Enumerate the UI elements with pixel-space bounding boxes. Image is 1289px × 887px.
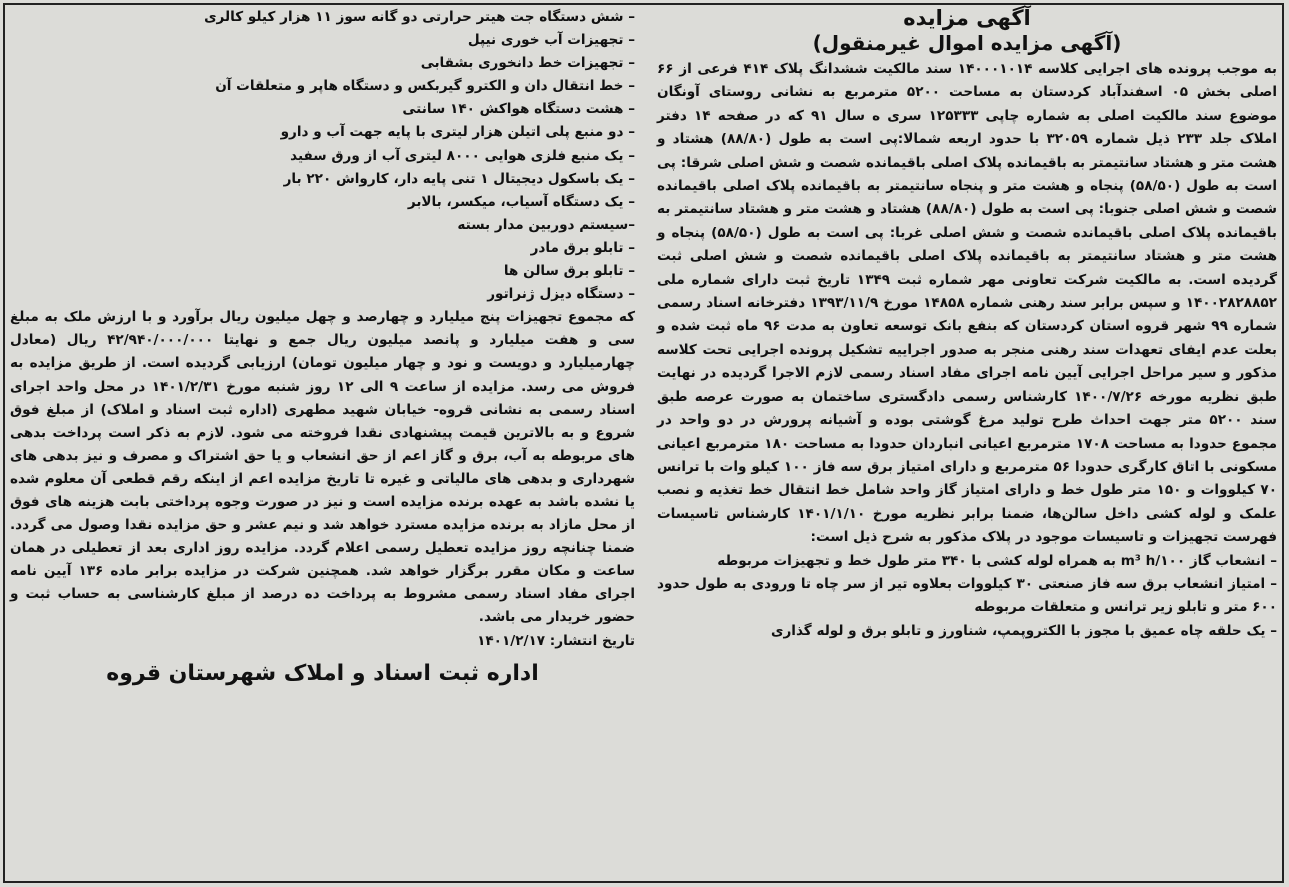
notice-intro: به موجب پرونده های اجرایی کلاسه ۱۴۰۰۰۱۰۱۴ سند مالکیت ششدانگ پلاک ۴۱۴ فرعی از ۶۶ اصلی بخش ۰۵ اسفندآباد کردستان به مساحت ۵۲۰۰ مترمربع به نشانی روستای آونگان موضوع سند مالکیت اصلی به شماره چاپی ۱۲۵۳۳۳ سری ه سال ۹۱ که در صفحه ۱۴ دفتر املاک جلد ۲۳۳ ذیل شماره ۳۲۰۵۹ با حدود اربعه شمالا:پی است به طول (۸۸/۸۰) هشتاد و هشت متر و هشتاد سانتیمتر به باقیمانده پلاک اصلی باقیمانده شصت و شش اصلی شرقا: پی است به طول (۵۸/۵۰) پنجاه و هشت متر و پنجاه سانتیمتر به باقیمانده پلاک اصلی باقیمانده شصت و شش اصلی جنوبا: پی است به طول (۸۸/۸۰) هشتاد و هشت متر و هشتاد سانتیمتر به باقیمانده پلاک اصلی باقیمانده شصت و شش اصلی غربا: پی است به طول (۵۸/۵۰) پنجاه و هشت متر و هشتاد سانتیمتر به باقیمانده پلاک اصلی باقیمانده شصت و شش اصلی ثبت گردیده است. به مالکیت شرکت تعاونی مهر شماره ثبت ۱۳۴۹ تاریخ ثبت دارای شماره ملی ۱۴۰۰۲۸۲۸۸۵۲ و سپس برابر سند رهنی شماره ۱۴۸۵۸ مورخ ۱۳۹۳/۱۱/۹ دفترخانه اسناد رسمی شماره ۹۹ شهر قروه استان کردستان که بنفع بانک توسعه تعاون به مدت ۹۶ ماه ثبت شده و بعلت عدم ایفای تعهدات سند رهنی منجر به صدور اجراییه تشکیل پرونده اجرایی تحت کلاسه مذکور و سیر مراحل اجرایی آیین نامه اجرای مفاد اسناد رسمی لازم الاجرا گردیده در نهایت طبق نظریه مورخه ۱۴۰۰/۷/۲۶ کارشناس رسمی دادگستری ساختمان به صورت عرصه طبق سند ۵۲۰۰ متر جهت احداث طرح تولید مرغ گوشتی بوده و آشیانه پرورش در دو واحد در مجموع حدودا به مساحت ۱۷۰۸ مترمربع اعیانی انباردان حدودا به مساحت ۱۸۰ مترمربع اعیانی مسکونی با اتاق کارگری حدودا ۵۶ مترمربع و دارای امتیاز برق سه فاز ۱۰۰ کیلو وات با ترانس ۷۰ کیلووات و ۱۵۰ متر طول خط و دارای امتیاز گاز واحد شامل خط انتقال خط تغذیه و نصب علمک و لوله کشی داخل سالن‌ها، ضمنا برابر نظریه مورخ ۱۴۰۱/۱/۱۰ کارشناس تاسیسات فهرست تجهیزات و تاسیسات موجود در پلاک مذکور به شرح ذیل است: — [657, 61, 1278, 546]
list-item: – تجهیزات خط دانخوری بشقابی — [420, 55, 635, 72]
right-equipment-list — [657, 550, 1277, 644]
notice-title: آگهی مزایده — [903, 6, 1031, 30]
list-item: – دستگاه دیزل ژنراتور — [487, 286, 635, 303]
publish-date: تاریخ انتشار: ۱۴۰۱/۲/۱۷ — [477, 632, 635, 649]
signature-office: اداره ثبت اسناد و املاک شهرستان قروه — [106, 660, 539, 686]
left-column — [10, 6, 635, 691]
list-item: – شش دستگاه جت هیتر حرارتی دو گانه سوز ۱۱ هزار کیلو کالری — [204, 9, 635, 25]
closing-paragraph: که مجموع تجهیزات پنج میلیارد و چهارصد و چهل میلیون ریال برآورد و با ارزش ملک به مبلغ سی و هفت میلیارد و پانصد میلیون ریال جمع و نهایتا ۴۲/۹۴۰/۰۰۰/۰۰۰ ریال (معادل چهارمیلیارد و دویست و نود و چهار میلیون تومان) ارزیابی گردیده است. از طریق مزایده به فروش می رسد. مزایده از ساعت ۹ الی ۱۲ روز شنبه مورخ ۱۴۰۱/۲/۳۱ در محل واحد اجرای اسناد رسمی به نشانی قروه- خیابان شهید مطهری (اداره ثبت اسناد و املاک) از مبلغ فوق شروع و به بالاترین قیمت پیشنهادی نقدا فروخته می شود. لازم به ذکر است پرداخت بدهی های مربوطه به آب، برق و گاز اعم از حق انشعاب و یا حق اشتراک و مصرف و نیز بدهی های شهرداری و بدهی های مالیاتی و غیره تا تاریخ مزایده اعم از اینکه رقم قطعی آن معلوم شده یا نشده باشد به عهده برنده مزایده است و نیز در صورت وجوه پرداختی بابت هزینه های فوق از محل مازاد به برنده مزایده مسترد خواهد شد و نیم عشر و حق مزایده نقدا وصول می گردد. ضمنا چنانچه روز مزایده تعطیل رسمی اعلام گردد. مزایده روز اداری بعد از تعطیلی در همان ساعت و مکان مقرر برگزار خواهد شد. همچنین شرکت در مزایده برابر ماده ۱۳۶ آیین نامه اجرای مفاد اسناد رسمی مشروط به پرداخت ده درصد از مبلغ کارشناسی به حساب ثبت و حضور خریدار می باشد. — [10, 309, 635, 626]
list-item: – یک حلقه چاه عمیق با مجوز با الکتروپمپ، شناورز و تابلو برق و لوله گذاری — [771, 622, 1277, 639]
list-item: – دو منبع پلی اتیلن هزار لیتری با پایه جهت آب و دارو — [280, 124, 635, 141]
list-item: – یک منبع فلزی هوایی ۸۰۰۰ لیتری آب از ورق سفید — [290, 147, 635, 164]
right-column — [657, 6, 1277, 643]
notice-subtitle: (آگهی مزایده اموال غیرمنقول) — [812, 31, 1122, 55]
list-item: – تابلو برق مادر — [530, 239, 635, 256]
list-item: – امتیاز انشعاب برق سه فاز صنعتی ۳۰ کیلووات بعلاوه تیر از سر چاه تا ورودی به طول حدود ۶۰۰ متر و تابلو زیر ترانس و متعلقات مربوطه — [657, 575, 1277, 616]
list-item: – یک دستگاه آسیاب، میکسر، بالابر — [407, 193, 635, 210]
list-item: –سیستم دوربین مدار بسته — [457, 216, 635, 233]
list-item: – انشعاب گاز m³ h/۱۰۰ به همراه لوله کشی با ۳۴۰ متر طول خط و تجهیزات مربوطه — [717, 552, 1277, 569]
left-equipment-list — [10, 6, 635, 306]
list-item: – تجهیزات آب خوری نیپل — [467, 32, 635, 49]
list-item: – تابلو برق سالن ها — [503, 263, 635, 280]
list-item: – هشت دستگاه هواکش ۱۴۰ سانتی — [402, 101, 635, 118]
list-item: – خط انتقال دان و الکترو گیربکس و دستگاه هاپر و متعلقات آن — [215, 78, 635, 95]
list-item: – یک باسکول دیجیتال ۱ تنی پایه دار، کارواش ۲۲۰ بار — [283, 170, 635, 187]
